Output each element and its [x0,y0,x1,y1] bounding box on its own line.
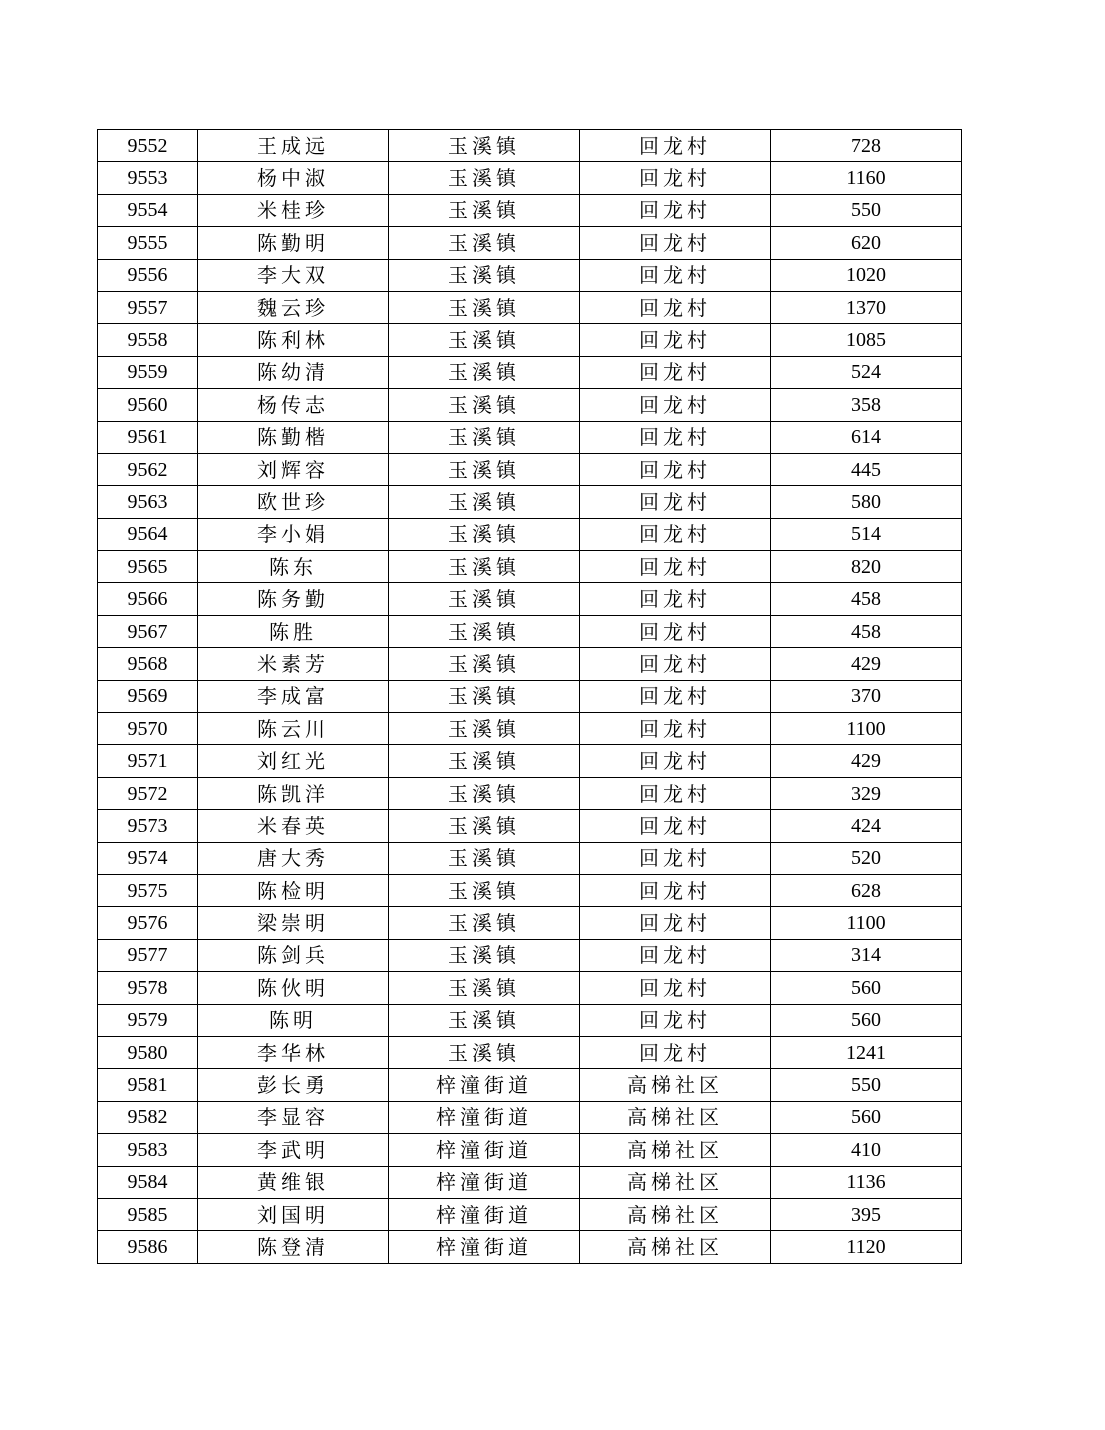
row-number-cell: 9563 [98,486,198,518]
amount-cell: 358 [771,389,962,421]
row-number-cell: 9575 [98,874,198,906]
person-name-cell: 陈明 [198,1004,389,1036]
village-cell: 回龙村 [580,194,771,226]
amount-cell: 314 [771,939,962,971]
village-cell: 回龙村 [580,842,771,874]
town-cell: 玉溪镇 [389,777,580,809]
amount-cell: 614 [771,421,962,453]
village-cell: 回龙村 [580,680,771,712]
row-number-cell: 9571 [98,745,198,777]
town-cell: 玉溪镇 [389,486,580,518]
village-cell: 高梯社区 [580,1134,771,1166]
amount-cell: 424 [771,810,962,842]
amount-cell: 1100 [771,907,962,939]
person-name-cell: 陈凯洋 [198,777,389,809]
table-row [98,227,962,259]
row-number-cell: 9581 [98,1069,198,1101]
table-row [98,453,962,485]
person-name-cell: 李大双 [198,259,389,291]
amount-cell: 1136 [771,1166,962,1198]
person-name-cell: 陈胜 [198,615,389,647]
amount-cell: 514 [771,518,962,550]
amount-cell: 1100 [771,713,962,745]
row-number-cell: 9566 [98,583,198,615]
town-cell: 梓潼街道 [389,1166,580,1198]
town-cell: 梓潼街道 [389,1198,580,1230]
town-cell: 玉溪镇 [389,1036,580,1068]
amount-cell: 429 [771,648,962,680]
person-name-cell: 米桂珍 [198,194,389,226]
village-cell: 回龙村 [580,227,771,259]
amount-cell: 524 [771,356,962,388]
village-cell: 回龙村 [580,518,771,550]
town-cell: 玉溪镇 [389,615,580,647]
table-row [98,939,962,971]
row-number-cell: 9558 [98,324,198,356]
amount-cell: 620 [771,227,962,259]
village-cell: 回龙村 [580,130,771,162]
village-cell: 高梯社区 [580,1166,771,1198]
village-cell: 回龙村 [580,907,771,939]
town-cell: 玉溪镇 [389,324,580,356]
table-row [98,356,962,388]
row-number-cell: 9556 [98,259,198,291]
town-cell: 玉溪镇 [389,421,580,453]
table-row [98,1231,962,1263]
village-cell: 回龙村 [580,421,771,453]
row-number-cell: 9557 [98,291,198,323]
town-cell: 玉溪镇 [389,518,580,550]
village-cell: 回龙村 [580,874,771,906]
village-cell: 回龙村 [580,162,771,194]
row-number-cell: 9582 [98,1101,198,1133]
amount-cell: 1370 [771,291,962,323]
person-name-cell: 唐大秀 [198,842,389,874]
amount-cell: 550 [771,1069,962,1101]
amount-cell: 445 [771,453,962,485]
row-number-cell: 9562 [98,453,198,485]
table-row [98,583,962,615]
town-cell: 玉溪镇 [389,713,580,745]
village-cell: 回龙村 [580,648,771,680]
row-number-cell: 9583 [98,1134,198,1166]
person-name-cell: 杨中淑 [198,162,389,194]
amount-cell: 458 [771,583,962,615]
town-cell: 梓潼街道 [389,1101,580,1133]
amount-cell: 728 [771,130,962,162]
person-name-cell: 李小娟 [198,518,389,550]
village-cell: 回龙村 [580,745,771,777]
amount-cell: 429 [771,745,962,777]
village-cell: 回龙村 [580,291,771,323]
person-name-cell: 陈云川 [198,713,389,745]
person-name-cell: 陈幼清 [198,356,389,388]
row-number-cell: 9570 [98,713,198,745]
town-cell: 玉溪镇 [389,130,580,162]
village-cell: 回龙村 [580,453,771,485]
row-number-cell: 9568 [98,648,198,680]
person-name-cell: 陈剑兵 [198,939,389,971]
table-row [98,324,962,356]
village-cell: 高梯社区 [580,1231,771,1263]
village-cell: 回龙村 [580,324,771,356]
table-row [98,162,962,194]
table-row [98,972,962,1004]
table-row [98,713,962,745]
amount-cell: 520 [771,842,962,874]
row-number-cell: 9586 [98,1231,198,1263]
person-name-cell: 陈伙明 [198,972,389,1004]
person-name-cell: 魏云珍 [198,291,389,323]
person-name-cell: 杨传志 [198,389,389,421]
amount-cell: 1020 [771,259,962,291]
person-name-cell: 黄维银 [198,1166,389,1198]
table-row [98,1198,962,1230]
person-name-cell: 刘辉容 [198,453,389,485]
person-name-cell: 陈务勤 [198,583,389,615]
town-cell: 玉溪镇 [389,1004,580,1036]
town-cell: 玉溪镇 [389,389,580,421]
row-number-cell: 9565 [98,551,198,583]
town-cell: 玉溪镇 [389,874,580,906]
person-name-cell: 李武明 [198,1134,389,1166]
amount-cell: 1085 [771,324,962,356]
amount-cell: 1241 [771,1036,962,1068]
row-number-cell: 9560 [98,389,198,421]
person-name-cell: 米素芳 [198,648,389,680]
row-number-cell: 9573 [98,810,198,842]
village-cell: 回龙村 [580,1036,771,1068]
person-name-cell: 陈勤明 [198,227,389,259]
town-cell: 玉溪镇 [389,453,580,485]
town-cell: 梓潼街道 [389,1069,580,1101]
table-row [98,551,962,583]
person-name-cell: 陈勤楷 [198,421,389,453]
row-number-cell: 9584 [98,1166,198,1198]
amount-cell: 395 [771,1198,962,1230]
town-cell: 玉溪镇 [389,356,580,388]
person-name-cell: 李成富 [198,680,389,712]
village-cell: 回龙村 [580,615,771,647]
town-cell: 玉溪镇 [389,745,580,777]
table-row [98,842,962,874]
village-cell: 回龙村 [580,972,771,1004]
village-cell: 回龙村 [580,259,771,291]
row-number-cell: 9580 [98,1036,198,1068]
village-cell: 回龙村 [580,389,771,421]
row-number-cell: 9564 [98,518,198,550]
person-name-cell: 米春英 [198,810,389,842]
person-name-cell: 刘国明 [198,1198,389,1230]
person-name-cell: 陈登清 [198,1231,389,1263]
village-cell: 回龙村 [580,486,771,518]
amount-cell: 820 [771,551,962,583]
town-cell: 玉溪镇 [389,259,580,291]
row-number-cell: 9552 [98,130,198,162]
table-row [98,1036,962,1068]
town-cell: 玉溪镇 [389,583,580,615]
amount-cell: 1160 [771,162,962,194]
village-cell: 高梯社区 [580,1069,771,1101]
register-table-body [98,130,962,1264]
amount-cell: 550 [771,194,962,226]
person-name-cell: 王成远 [198,130,389,162]
table-row [98,389,962,421]
row-number-cell: 9572 [98,777,198,809]
table-row [98,1101,962,1133]
register-table [97,129,962,1264]
person-name-cell: 李显容 [198,1101,389,1133]
table-row [98,810,962,842]
village-cell: 回龙村 [580,777,771,809]
table-row [98,615,962,647]
table-row [98,1166,962,1198]
amount-cell: 560 [771,972,962,1004]
amount-cell: 410 [771,1134,962,1166]
table-row [98,680,962,712]
person-name-cell: 彭长勇 [198,1069,389,1101]
town-cell: 梓潼街道 [389,1134,580,1166]
row-number-cell: 9553 [98,162,198,194]
village-cell: 回龙村 [580,713,771,745]
village-cell: 回龙村 [580,939,771,971]
village-cell: 回龙村 [580,356,771,388]
town-cell: 玉溪镇 [389,907,580,939]
village-cell: 回龙村 [580,1004,771,1036]
town-cell: 玉溪镇 [389,972,580,1004]
town-cell: 玉溪镇 [389,194,580,226]
table-row [98,291,962,323]
amount-cell: 370 [771,680,962,712]
row-number-cell: 9574 [98,842,198,874]
table-row [98,907,962,939]
table-row [98,745,962,777]
village-cell: 回龙村 [580,810,771,842]
amount-cell: 458 [771,615,962,647]
row-number-cell: 9554 [98,194,198,226]
town-cell: 玉溪镇 [389,227,580,259]
table-row [98,648,962,680]
person-name-cell: 梁崇明 [198,907,389,939]
town-cell: 玉溪镇 [389,291,580,323]
village-cell: 高梯社区 [580,1101,771,1133]
row-number-cell: 9559 [98,356,198,388]
row-number-cell: 9577 [98,939,198,971]
village-cell: 回龙村 [580,551,771,583]
row-number-cell: 9585 [98,1198,198,1230]
table-row [98,1004,962,1036]
person-name-cell: 欧世珍 [198,486,389,518]
town-cell: 玉溪镇 [389,810,580,842]
amount-cell: 628 [771,874,962,906]
row-number-cell: 9561 [98,421,198,453]
person-name-cell: 李华林 [198,1036,389,1068]
row-number-cell: 9569 [98,680,198,712]
amount-cell: 560 [771,1101,962,1133]
table-row [98,874,962,906]
row-number-cell: 9576 [98,907,198,939]
town-cell: 玉溪镇 [389,842,580,874]
amount-cell: 1120 [771,1231,962,1263]
town-cell: 玉溪镇 [389,551,580,583]
row-number-cell: 9578 [98,972,198,1004]
town-cell: 玉溪镇 [389,648,580,680]
table-row [98,518,962,550]
table-row [98,194,962,226]
table-row [98,421,962,453]
table-row [98,1069,962,1101]
table-row [98,130,962,162]
person-name-cell: 陈东 [198,551,389,583]
village-cell: 回龙村 [580,583,771,615]
table-row [98,1134,962,1166]
table-row [98,486,962,518]
amount-cell: 329 [771,777,962,809]
row-number-cell: 9555 [98,227,198,259]
town-cell: 梓潼街道 [389,1231,580,1263]
amount-cell: 580 [771,486,962,518]
table-row [98,777,962,809]
town-cell: 玉溪镇 [389,939,580,971]
town-cell: 玉溪镇 [389,162,580,194]
table-row [98,259,962,291]
person-name-cell: 陈利林 [198,324,389,356]
village-cell: 高梯社区 [580,1198,771,1230]
person-name-cell: 陈检明 [198,874,389,906]
town-cell: 玉溪镇 [389,680,580,712]
amount-cell: 560 [771,1004,962,1036]
row-number-cell: 9567 [98,615,198,647]
person-name-cell: 刘红光 [198,745,389,777]
row-number-cell: 9579 [98,1004,198,1036]
